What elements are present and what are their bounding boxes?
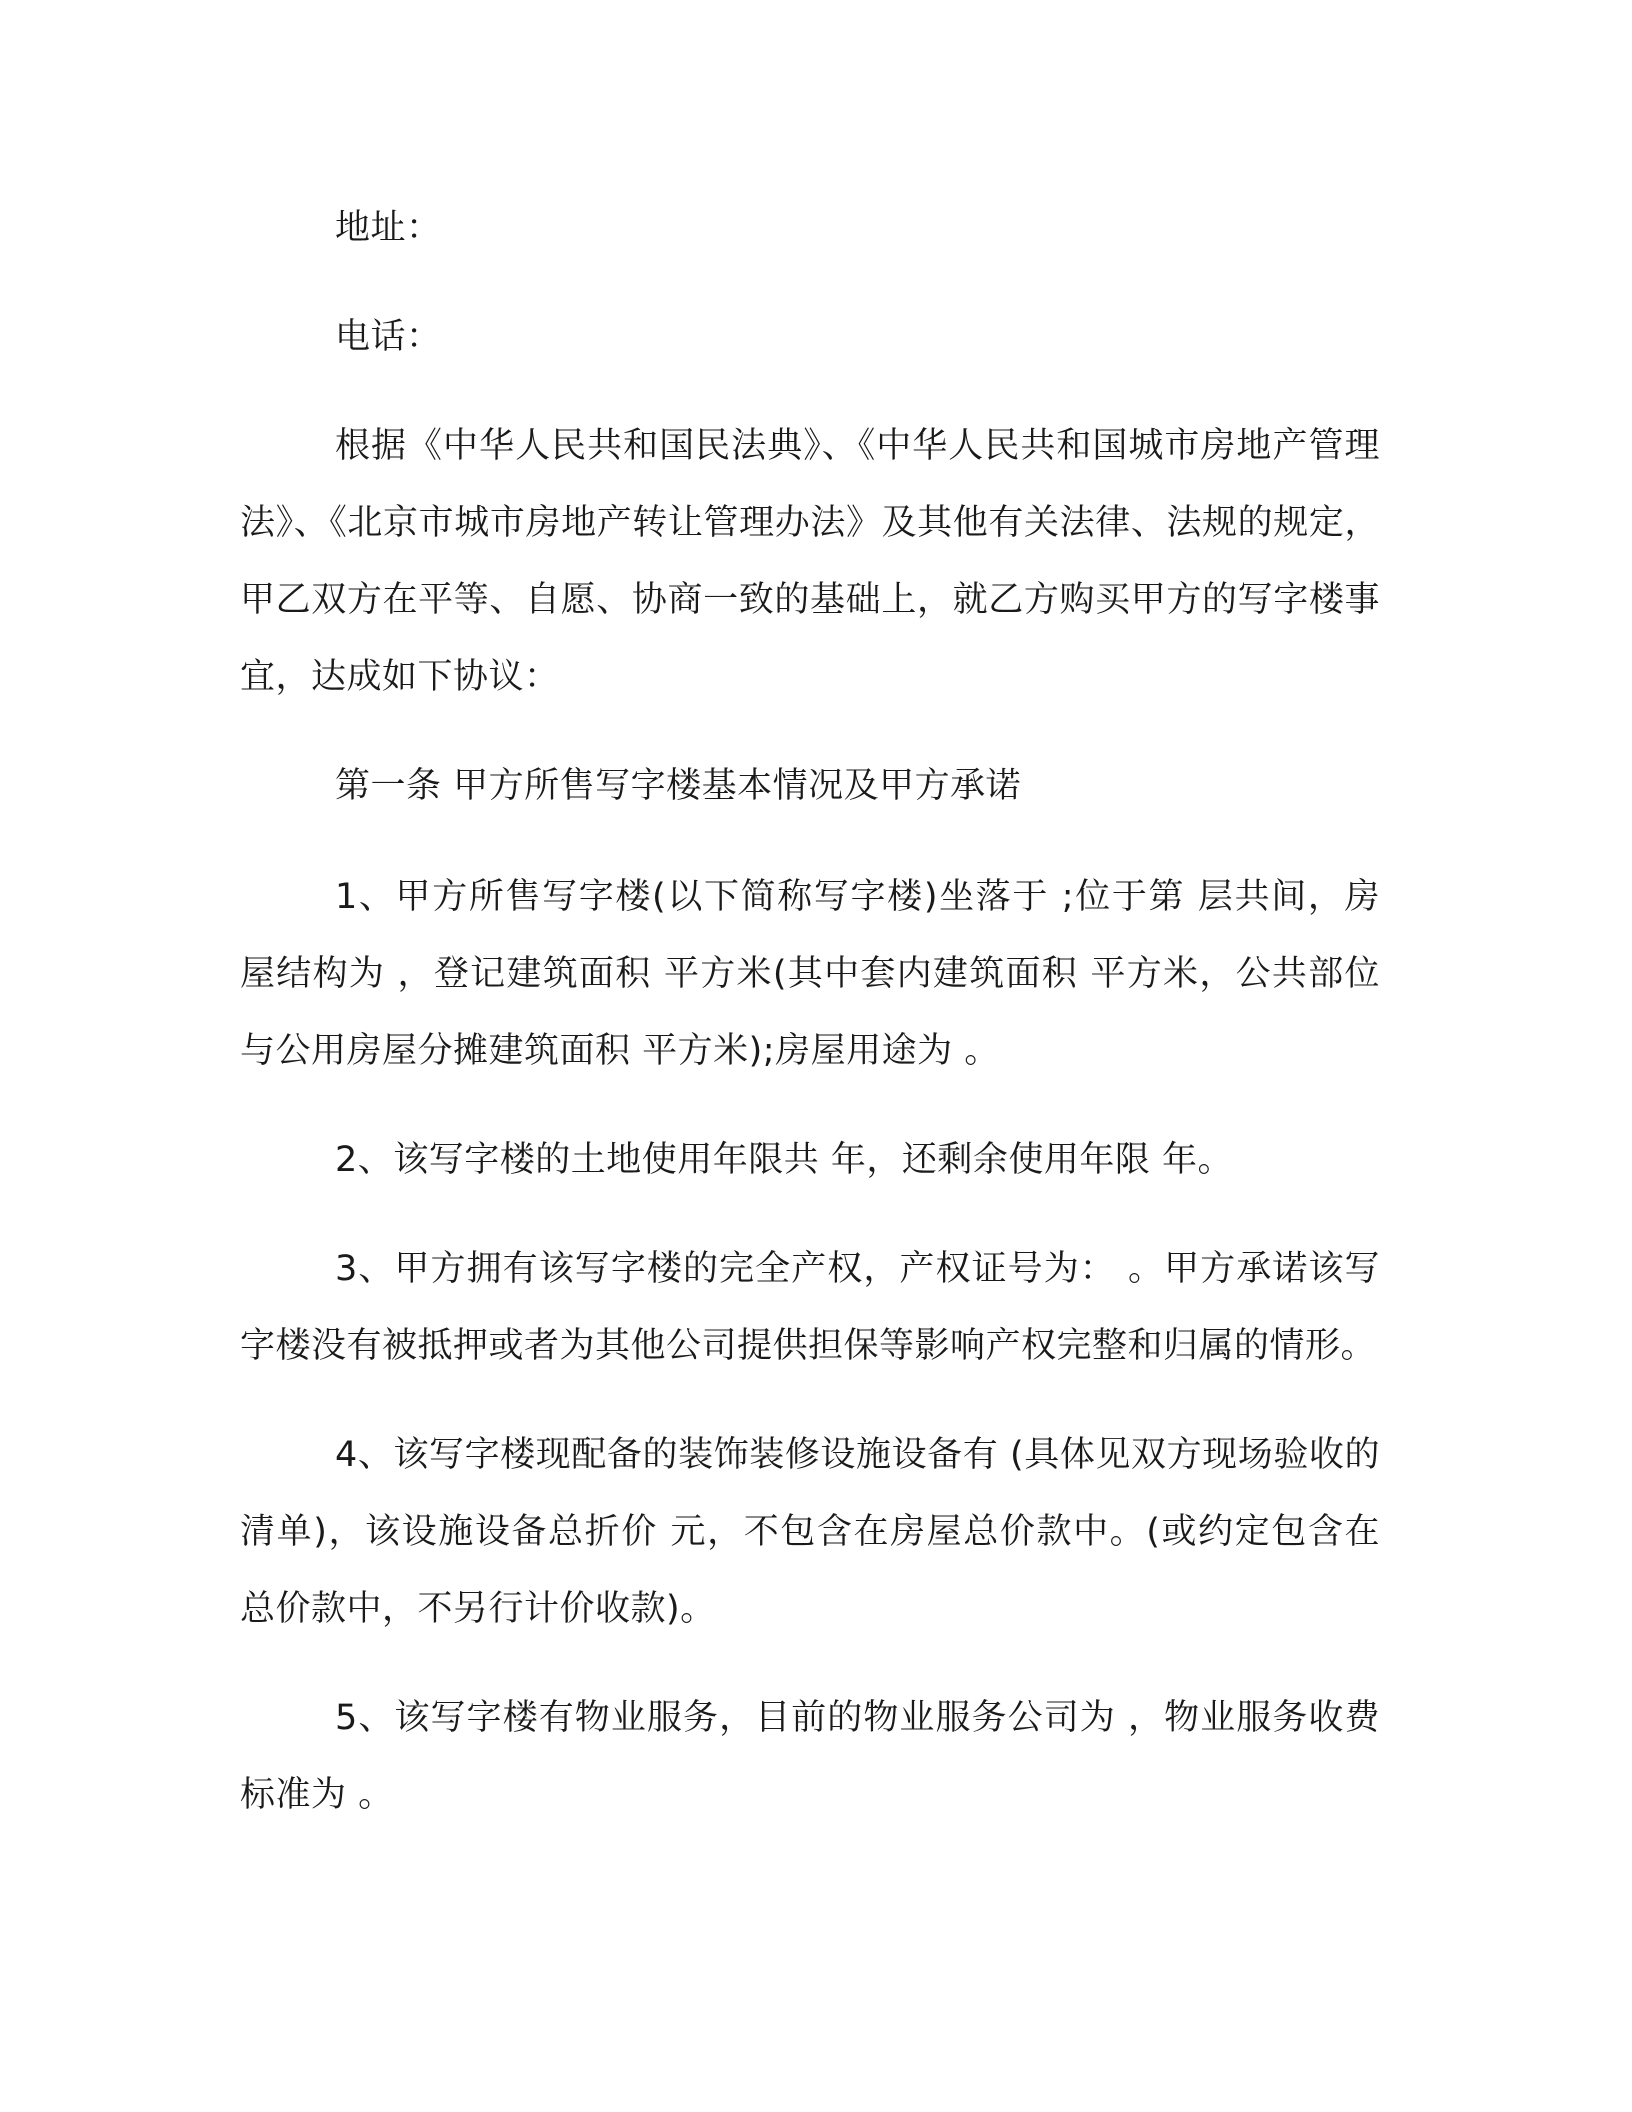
document-body xyxy=(240,190,1380,1866)
clause-5: 5、该写字楼有物业服务，目前的物业服务公司为 ，物业服务收费标准为 。 xyxy=(240,1698,1380,1815)
clause-3: 3、甲方拥有该写字楼的完全产权，产权证号为： 。甲方承诺该写字楼没有被抵押或者为其他公司提供担保等影响产权完整和归属的情形。 xyxy=(240,1249,1380,1366)
intro-paragraph: 根据《中华人民共和国民法典》、《中华人民共和国城市房地产管理法》、《北京市城市房地产转让管理办法》及其他有关法律、法规的规定，甲乙双方在平等、自愿、协商一致的基础上，就乙方购买甲方的写字楼事宜，达成如下协议： xyxy=(240,426,1380,697)
address-line: 地址： xyxy=(335,208,442,248)
phone-line: 电话： xyxy=(335,317,442,357)
clause-2: 2、该写字楼的土地使用年限共 年，还剩余使用年限 年。 xyxy=(335,1140,1234,1180)
article-one-heading: 第一条 甲方所售写字楼基本情况及甲方承诺 xyxy=(335,766,1022,806)
clause-4: 4、该写字楼现配备的装饰装修设施设备有 (具体见双方现场验收的清单)，该设施设备总折价 元，不包含在房屋总价款中。(或约定包含在总价款中，不另行计价收款)。 xyxy=(240,1435,1380,1629)
clause-1: 1、甲方所售写字楼(以下简称写字楼)坐落于 ;位于第 层共间，房屋结构为 ，登记建筑面积 平方米(其中套内建筑面积 平方米，公共部位与公用房屋分摊建筑面积 平方米);房屋用途为 。 xyxy=(240,877,1380,1071)
